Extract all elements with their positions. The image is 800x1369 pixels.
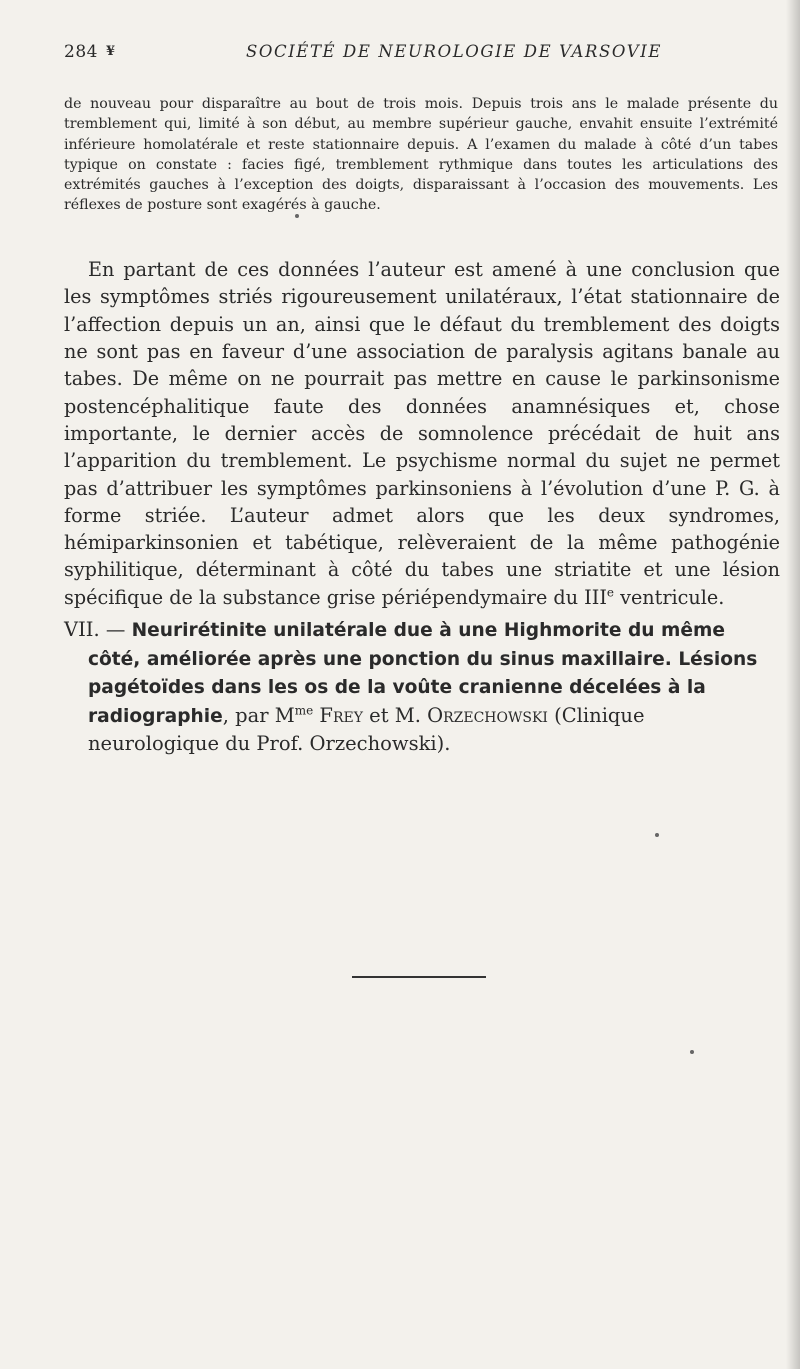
section-by: , par M: [222, 703, 295, 727]
ordinal-suffix: e: [606, 585, 615, 600]
section-title: Neurirétinite unilatérale due à une Highmorite du même côté, améliorée après une ponction du sinus maxillaire. Lésions pagétoïdes dans les os de la voûte cranienne décelées à la radiographie: [88, 620, 758, 727]
page-number: 284: [64, 42, 98, 62]
print-speck: [655, 833, 659, 837]
section-numeral: VII. —: [64, 618, 132, 641]
page-header: [64, 42, 740, 66]
main-paragraph: [64, 256, 780, 611]
page-mark: ¥: [106, 44, 116, 59]
section-heading: [64, 616, 780, 758]
scan-shadow-edge: [786, 0, 800, 1369]
section-vii: [64, 616, 780, 758]
mme-suffix: me: [294, 703, 314, 717]
section-and: et M.: [362, 703, 428, 727]
main-paragraph-end: ventricule.: [614, 585, 725, 609]
author-frey: Frey: [313, 703, 363, 727]
running-head: SOCIÉTÉ DE NEUROLOGIE DE VARSOVIE: [245, 42, 663, 61]
continued-paragraph: de nouveau pour disparaître au bout de trois mois. Depuis trois ans le malade présente du tremblement qui, limité à son début, au membre supérieur gauche, envahit ensuite l’extrémité inférieure homolatérale et reste stationnaire depuis. A l’examen du malade à côté d’un tabes typique on constate : facies figé, tremblement rythmique dans toutes les articulations des extrémités gauches à l’exception des doigts, disparaissant à l’occasion des mouvements. Les réflexes de posture sont exagérés à gauche.: [64, 96, 778, 214]
print-speck: [295, 214, 299, 218]
section-end-rule: [352, 976, 486, 978]
author-orzechowski: Orzechowski: [427, 703, 548, 727]
print-speck: [690, 1050, 694, 1054]
section-affiliation: (Clinique neurologique du Prof. Orzechowski).: [88, 703, 645, 755]
main-paragraph-text: En partant de ces données l’auteur est amené à une conclusion que les symptômes striés rigoureusement unilatéraux, l’état stationnaire de l’affection depuis un an, ainsi que le défaut du tremblement des doigts ne sont pas en faveur d’une association de paralysis agitans banale au tabes. De même on ne pourrait pas mettre en cause le parkinsonisme postencéphalitique faute des données anamnésiques et, chose importante, le dernier accès de somnolence précédait de huit ans l’apparition du tremblement. Le psychisme normal du sujet ne permet pas d’attribuer les symptômes parkinsoniens à l’évolution d’une P. G. à forme striée. L’auteur admet alors que les deux syndromes, hémiparkinsonien et tabétique, relèveraient de la même pathogénie syphilitique, déterminant à côté du tabes une striatite et une lésion spécifique de la substance grise périépendymaire du III: [64, 258, 780, 609]
